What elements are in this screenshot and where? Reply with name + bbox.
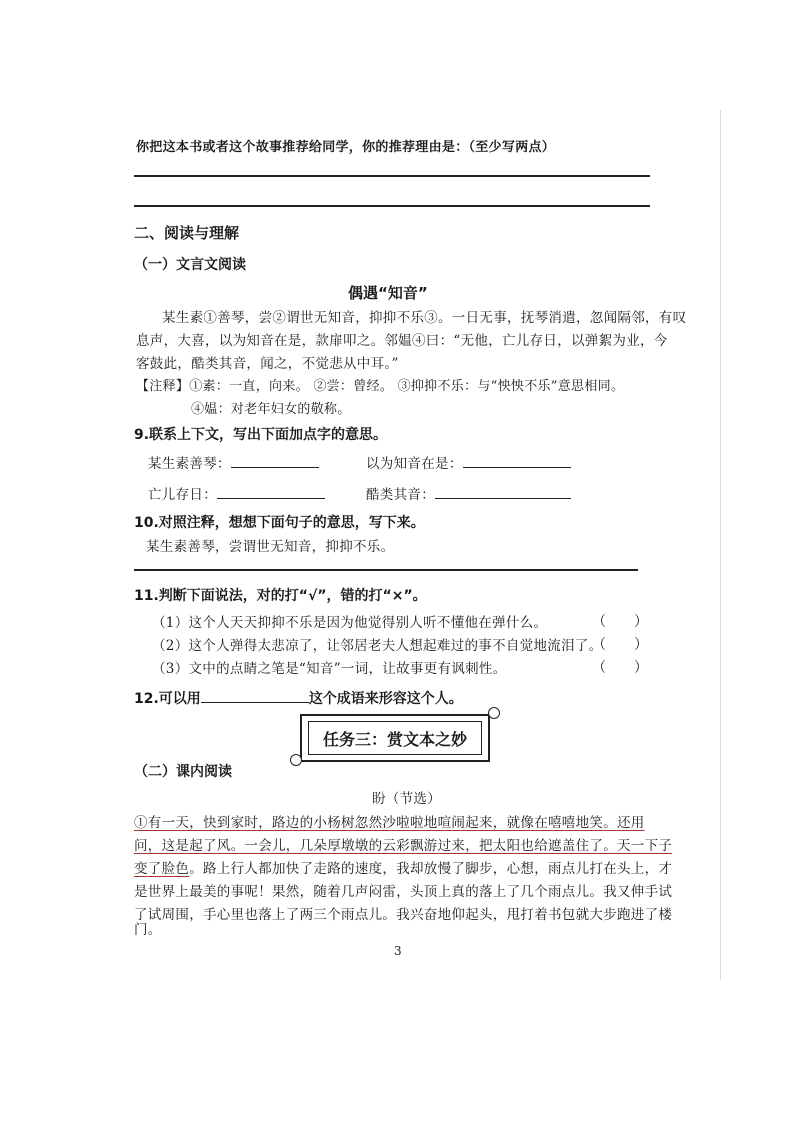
- underlined-text: ①有一天，快到家时，路边的小杨树忽然沙啦啦地喧闹起来，就像在嘻嘻地笑。还用: [134, 815, 645, 831]
- section-title: 二、阅读与理解: [134, 224, 240, 242]
- reading-line: 是世界上最美的事呢！果然，随着几声闷雷，头顶上真的落上了几个雨点儿。我又伸手试: [134, 884, 673, 900]
- answer-line-1[interactable]: [134, 175, 650, 177]
- q9-item-text: 酷类其音：: [366, 487, 435, 503]
- task-banner-title: 任务三：赏文本之妙: [308, 721, 482, 755]
- q10-sentence: 某生素善琴，尝谓世无知音，抑抑不乐。: [146, 539, 395, 555]
- q9-item: [366, 483, 571, 503]
- q9-blank[interactable]: [217, 484, 325, 499]
- q12-pre: 12.可以用: [134, 691, 201, 707]
- subsection-title-inclass: （二）课内阅读: [134, 764, 232, 780]
- underlined-text: 问，这是起了风。一会儿，几朵厚墩墩的云彩飘游过来，把太阳也给遮盖住了。天一下子: [134, 838, 673, 854]
- passage-line: 某生素①善琴，尝②谓世无知音，抑抑不乐③。一日无事，抚琴消遣，忽闻隔邻，有叹: [162, 310, 687, 326]
- passage-line: 息声，大喜，以为知音在是，款扉叩之。邻媪④曰：“无他，亡儿存日，以弹絮为业，今: [136, 333, 668, 349]
- reading-line: [134, 811, 645, 831]
- q11-answer-paren[interactable]: （ ）: [592, 614, 648, 630]
- q10-answer-line[interactable]: [134, 569, 638, 571]
- passage-line: 客鼓此，酷类其音，闻之，不觉悲从中耳。”: [136, 356, 399, 372]
- q11-answer-paren[interactable]: （ ）: [592, 637, 648, 653]
- q9-blank[interactable]: [435, 484, 571, 499]
- passage-title: 偶遇“知音”: [348, 284, 428, 302]
- reading-title: 盼（节选）: [372, 791, 441, 807]
- q11-answer-paren[interactable]: （ ）: [592, 660, 648, 676]
- q9-item-text: 亡儿存日：: [148, 487, 217, 503]
- scroll-roll-icon: [290, 754, 302, 766]
- recommend-prompt: 你把这本书或者这个故事推荐给同学，你的推荐理由是：（至少写两点）: [136, 140, 556, 155]
- q9-item: [148, 452, 319, 472]
- answer-line-2[interactable]: [134, 205, 650, 207]
- underlined-text: 变了脸色: [134, 861, 190, 877]
- q11-item: （1）这个人天天抑抑不乐是因为他觉得别人听不懂他在弹什么。: [152, 615, 548, 631]
- q12-blank[interactable]: [201, 688, 309, 703]
- notes-line: 【注释】①素：一直，向来。 ②尝：曾经。 ③抑抑不乐：与“怏怏不乐”意思相同。: [136, 379, 625, 394]
- q12-post: 这个成语来形容这个人。: [308, 691, 463, 707]
- q11-item: （2）这个人弹得太悲凉了，让邻居老夫人想起难过的事不自觉地流泪了。: [152, 638, 603, 654]
- q11-item: （3）文中的点睛之笔是“知音”一词，让故事更有讽刺性。: [152, 661, 507, 677]
- reading-line: [134, 857, 672, 877]
- question-11-label: 11.判断下面说法，对的打“√”，错的打“×”。: [134, 588, 427, 604]
- question-12: [134, 688, 463, 708]
- q9-item-text: 某生素善琴：: [148, 456, 231, 472]
- question-10-label: 10.对照注释，想想下面句子的意思，写下来。: [134, 515, 425, 531]
- reading-line: 了试周围，手心里也落上了两三个雨点儿。我兴奋地仰起头，甩打着书包就大步跑进了楼: [134, 907, 673, 923]
- subsection-title-classical: （一）文言文阅读: [134, 257, 246, 273]
- scroll-roll-icon: [488, 707, 500, 719]
- question-9-label: 9.联系上下文，写出下面加点字的意思。: [134, 427, 388, 443]
- notes-line: ④媪：对老年妇女的敬称。: [191, 402, 351, 417]
- q9-item: [148, 483, 325, 503]
- q9-blank[interactable]: [463, 453, 571, 468]
- page-number: 3: [394, 944, 402, 958]
- q9-blank[interactable]: [231, 453, 319, 468]
- q9-item: [366, 452, 571, 472]
- q9-item-text: 以为知音在是：: [366, 456, 463, 472]
- reading-line: [134, 834, 672, 854]
- page-edge-line: [720, 110, 721, 980]
- reading-line: 门。: [134, 922, 162, 938]
- reading-text: 。路上行人都加快了走路的速度，我却放慢了脚步，心想，雨点儿打在头上，才: [189, 861, 673, 877]
- task-banner: [300, 714, 490, 762]
